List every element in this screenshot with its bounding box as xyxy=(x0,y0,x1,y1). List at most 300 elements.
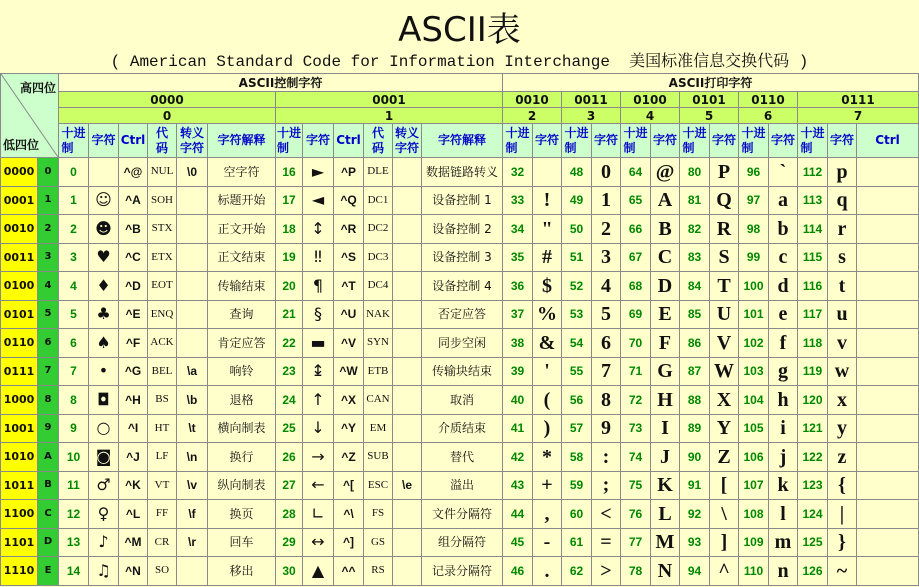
printable-decimal-cell: 85 xyxy=(680,301,709,329)
control-meaning-cell: 设备控制 2 xyxy=(422,215,502,243)
printable-ctrl-cell xyxy=(857,472,918,500)
printable-decimal-cell: 97 xyxy=(739,187,768,215)
control-escape-cell xyxy=(177,329,207,357)
printable-decimal-cell: 83 xyxy=(680,244,709,272)
control-escape-cell xyxy=(177,301,207,329)
control-code-cell: ETB xyxy=(364,358,392,386)
low-nibble-binary: 1000 xyxy=(1,386,37,414)
printable-decimal-cell: 90 xyxy=(680,443,709,471)
printable-decimal-cell: 55 xyxy=(562,358,591,386)
low-nibble-hex: 1 xyxy=(38,187,58,215)
control-escape-cell: \f xyxy=(177,500,207,528)
control-ctrl-cell: ^M xyxy=(119,529,147,557)
printable-char-cell: S xyxy=(710,244,738,272)
printable-char-cell: T xyxy=(710,272,738,300)
control-decimal-cell: 14 xyxy=(59,557,88,585)
control-char-cell: ☻ xyxy=(89,215,118,243)
control-meaning-cell: 正文开始 xyxy=(208,215,275,243)
control-char-cell: ♠ xyxy=(89,329,118,357)
control-char-cell: ∟ xyxy=(303,500,333,528)
control-ctrl-cell: ^U xyxy=(334,301,363,329)
printable-decimal-cell: 125 xyxy=(798,529,827,557)
control-code-cell: EM xyxy=(364,415,392,443)
control-meaning-cell: 回车 xyxy=(208,529,275,557)
control-meaning-cell: 查询 xyxy=(208,301,275,329)
control-decimal-cell: 10 xyxy=(59,443,88,471)
control-decimal-cell: 8 xyxy=(59,386,88,414)
control-ctrl-cell: ^@ xyxy=(119,158,147,186)
control-meaning-cell: 传输结束 xyxy=(208,272,275,300)
printable-char-cell: 1 xyxy=(592,187,620,215)
control-ctrl-cell: ^F xyxy=(119,329,147,357)
control-code-cell: BEL xyxy=(148,358,176,386)
col-header-decimal xyxy=(680,124,709,157)
control-char-cell: ▬ xyxy=(303,329,333,357)
printable-char-cell: @ xyxy=(651,158,679,186)
col-header-decimal-text: 十进制 xyxy=(800,125,825,155)
printable-decimal-cell: 53 xyxy=(562,301,591,329)
control-escape-cell xyxy=(393,272,421,300)
low-nibble-hex: 6 xyxy=(38,329,58,357)
control-char-cell: • xyxy=(89,358,118,386)
control-escape-cell xyxy=(393,415,421,443)
control-char-cell: ‼ xyxy=(303,244,333,272)
control-escape-cell: \0 xyxy=(177,158,207,186)
control-char-cell xyxy=(89,158,118,186)
control-decimal-cell: 21 xyxy=(276,301,302,329)
control-char-cell: ♥ xyxy=(89,244,118,272)
control-code-cell: FS xyxy=(364,500,392,528)
control-ctrl-cell: ^A xyxy=(119,187,147,215)
printable-decimal-cell: 126 xyxy=(798,557,827,585)
control-ctrl-cell: ^L xyxy=(119,500,147,528)
printable-char-cell: % xyxy=(533,301,561,329)
control-ctrl-cell: ^X xyxy=(334,386,363,414)
control-meaning-cell: 替代 xyxy=(422,443,502,471)
printable-ctrl-cell xyxy=(857,500,918,528)
control-escape-cell xyxy=(393,358,421,386)
control-ctrl-cell: ^K xyxy=(119,472,147,500)
printable-decimal-cell: 84 xyxy=(680,272,709,300)
printable-char-cell: V xyxy=(710,329,738,357)
low-nibble-hex: D xyxy=(38,529,58,557)
printable-decimal-cell: 36 xyxy=(503,272,532,300)
printable-char-cell: h xyxy=(769,386,797,414)
control-meaning-cell: 换行 xyxy=(208,443,275,471)
control-meaning-cell: 传输块结束 xyxy=(422,358,502,386)
printable-char-cell: G xyxy=(651,358,679,386)
printable-char-cell: } xyxy=(828,529,856,557)
control-char-cell: ○ xyxy=(89,415,118,443)
printable-decimal-cell: 57 xyxy=(562,415,591,443)
control-code-cell: VT xyxy=(148,472,176,500)
printable-char-cell: 4 xyxy=(592,272,620,300)
col-header-char: 字符 xyxy=(592,124,620,157)
col-header-code xyxy=(148,124,176,157)
low-nibble-hex: 7 xyxy=(38,358,58,386)
printable-char-cell: $ xyxy=(533,272,561,300)
printable-char-cell: ' xyxy=(533,358,561,386)
control-code-cell: EOT xyxy=(148,272,176,300)
printable-decimal-cell: 116 xyxy=(798,272,827,300)
printable-decimal-cell: 72 xyxy=(621,386,650,414)
printable-char-cell: n xyxy=(769,557,797,585)
control-char-cell: ♪ xyxy=(89,529,118,557)
low-nibble-binary: 1010 xyxy=(1,443,37,471)
printable-decimal-cell: 52 xyxy=(562,272,591,300)
col-header-decimal-text: 十进制 xyxy=(61,125,86,155)
printable-char-cell: + xyxy=(533,472,561,500)
control-ctrl-cell: ^P xyxy=(334,158,363,186)
printable-decimal-cell: 56 xyxy=(562,386,591,414)
high-nibble-hex: 0 xyxy=(59,108,275,123)
printable-decimal-cell: 59 xyxy=(562,472,591,500)
printable-char-cell: \ xyxy=(710,500,738,528)
printable-char-cell: < xyxy=(592,500,620,528)
control-code-cell: NUL xyxy=(148,158,176,186)
high-nibble-hex: 5 xyxy=(680,108,738,123)
printable-char-cell: Q xyxy=(710,187,738,215)
col-header-decimal xyxy=(562,124,591,157)
printable-char-cell: = xyxy=(592,529,620,557)
control-char-cell: ↔ xyxy=(303,529,333,557)
printable-char-cell: , xyxy=(533,500,561,528)
printable-char-cell: B xyxy=(651,215,679,243)
control-escape-cell xyxy=(393,386,421,414)
col-header-decimal-text: 十进制 xyxy=(564,125,589,155)
col-header-char: 字符 xyxy=(303,124,333,157)
control-char-cell: ► xyxy=(303,158,333,186)
low-nibble-hex: 4 xyxy=(38,272,58,300)
printable-decimal-cell: 61 xyxy=(562,529,591,557)
control-meaning-cell: 组分隔符 xyxy=(422,529,502,557)
printable-decimal-cell: 48 xyxy=(562,158,591,186)
high-nibble-hex: 2 xyxy=(503,108,561,123)
printable-char-cell: 3 xyxy=(592,244,620,272)
printable-char-cell: 5 xyxy=(592,301,620,329)
printable-char-cell: C xyxy=(651,244,679,272)
control-char-cell: ♦ xyxy=(89,272,118,300)
printable-decimal-cell: 75 xyxy=(621,472,650,500)
control-ctrl-cell: ^Z xyxy=(334,443,363,471)
control-code-cell: HT xyxy=(148,415,176,443)
printable-decimal-cell: 76 xyxy=(621,500,650,528)
control-decimal-cell: 19 xyxy=(276,244,302,272)
control-meaning-cell: 移出 xyxy=(208,557,275,585)
control-escape-cell xyxy=(393,215,421,243)
printable-char-cell: > xyxy=(592,557,620,585)
col-header-code-text: 代码 xyxy=(156,125,169,155)
control-char-cell: § xyxy=(303,301,333,329)
low-nibble-binary: 0011 xyxy=(1,244,37,272)
printable-decimal-cell: 69 xyxy=(621,301,650,329)
printable-decimal-cell: 99 xyxy=(739,244,768,272)
printable-char-cell: 9 xyxy=(592,415,620,443)
control-escape-cell xyxy=(393,329,421,357)
high-nibble-label: 高四位 xyxy=(19,81,56,95)
low-nibble-hex: 0 xyxy=(38,158,58,186)
printable-char-cell: d xyxy=(769,272,797,300)
low-nibble-hex: 5 xyxy=(38,301,58,329)
printable-decimal-cell: 98 xyxy=(739,215,768,243)
control-meaning-cell: 横向制表 xyxy=(208,415,275,443)
col-header-meaning: 字符解释 xyxy=(208,124,275,157)
high-nibble-hex: 3 xyxy=(562,108,620,123)
control-escape-cell xyxy=(393,301,421,329)
printable-decimal-cell: 121 xyxy=(798,415,827,443)
control-escape-cell xyxy=(393,529,421,557)
printable-decimal-cell: 65 xyxy=(621,187,650,215)
control-char-cell: ♂ xyxy=(89,472,118,500)
control-char-cell: ◙ xyxy=(89,443,118,471)
control-decimal-cell: 7 xyxy=(59,358,88,386)
control-char-cell: ♣ xyxy=(89,301,118,329)
control-char-cell: ▲ xyxy=(303,557,333,585)
printable-char-cell: x xyxy=(828,386,856,414)
control-code-cell: STX xyxy=(148,215,176,243)
printable-decimal-cell: 101 xyxy=(739,301,768,329)
low-nibble-binary: 0100 xyxy=(1,272,37,300)
printable-decimal-cell: 87 xyxy=(680,358,709,386)
high-nibble-hex: 7 xyxy=(798,108,918,123)
control-ctrl-cell: ^Y xyxy=(334,415,363,443)
printable-decimal-cell: 115 xyxy=(798,244,827,272)
control-ctrl-cell: ^D xyxy=(119,272,147,300)
control-decimal-cell: 11 xyxy=(59,472,88,500)
control-meaning-cell: 肯定应答 xyxy=(208,329,275,357)
control-decimal-cell: 6 xyxy=(59,329,88,357)
control-ctrl-cell: ^I xyxy=(119,415,147,443)
printable-char-cell: ] xyxy=(710,529,738,557)
control-decimal-cell: 9 xyxy=(59,415,88,443)
printable-char-cell: ~ xyxy=(828,557,856,585)
printable-decimal-cell: 110 xyxy=(739,557,768,585)
control-code-cell: ACK xyxy=(148,329,176,357)
control-meaning-cell: 纵向制表 xyxy=(208,472,275,500)
printable-decimal-cell: 39 xyxy=(503,358,532,386)
control-meaning-cell: 数据链路转义 xyxy=(422,158,502,186)
control-meaning-cell: 设备控制 3 xyxy=(422,244,502,272)
col-header-char: 字符 xyxy=(89,124,118,157)
col-header-escape-text: 转义字符 xyxy=(395,125,420,155)
high-nibble-binary: 0011 xyxy=(562,92,620,107)
printable-char-cell: u xyxy=(828,301,856,329)
control-code-cell: DC1 xyxy=(364,187,392,215)
control-escape-cell: \r xyxy=(177,529,207,557)
printable-decimal-cell: 114 xyxy=(798,215,827,243)
printable-char-cell: J xyxy=(651,443,679,471)
control-decimal-cell: 23 xyxy=(276,358,302,386)
control-ctrl-cell: ^Q xyxy=(334,187,363,215)
printable-decimal-cell: 44 xyxy=(503,500,532,528)
printable-char-cell: a xyxy=(769,187,797,215)
printable-decimal-cell: 32 xyxy=(503,158,532,186)
control-char-cell: ¶ xyxy=(303,272,333,300)
printable-ctrl-cell xyxy=(857,443,918,471)
printable-decimal-cell: 96 xyxy=(739,158,768,186)
high-nibble-hex: 1 xyxy=(276,108,502,123)
col-header-decimal-text: 十进制 xyxy=(682,125,707,155)
printable-char-cell: 8 xyxy=(592,386,620,414)
printable-char-cell: t xyxy=(828,272,856,300)
control-code-cell: ETX xyxy=(148,244,176,272)
control-code-cell: DC4 xyxy=(364,272,392,300)
printable-decimal-cell: 102 xyxy=(739,329,768,357)
control-escape-cell: \a xyxy=(177,358,207,386)
control-escape-cell: \b xyxy=(177,386,207,414)
control-ctrl-cell: ^W xyxy=(334,358,363,386)
printable-decimal-cell: 66 xyxy=(621,215,650,243)
printable-ctrl-cell xyxy=(857,272,918,300)
control-char-cell: ♫ xyxy=(89,557,118,585)
printable-decimal-cell: 120 xyxy=(798,386,827,414)
printable-decimal-cell: 94 xyxy=(680,557,709,585)
low-nibble-binary: 0110 xyxy=(1,329,37,357)
col-header-decimal xyxy=(739,124,768,157)
printable-char-cell: Z xyxy=(710,443,738,471)
printable-char-cell: l xyxy=(769,500,797,528)
control-ctrl-cell: ^T xyxy=(334,272,363,300)
control-decimal-cell: 2 xyxy=(59,215,88,243)
printable-char-cell: b xyxy=(769,215,797,243)
control-escape-cell xyxy=(177,244,207,272)
control-ctrl-cell: ^B xyxy=(119,215,147,243)
control-decimal-cell: 0 xyxy=(59,158,88,186)
control-decimal-cell: 3 xyxy=(59,244,88,272)
printable-char-cell: { xyxy=(828,472,856,500)
printable-decimal-cell: 106 xyxy=(739,443,768,471)
printable-ctrl-cell xyxy=(857,358,918,386)
control-escape-cell xyxy=(393,557,421,585)
printable-char-cell: P xyxy=(710,158,738,186)
control-decimal-cell: 28 xyxy=(276,500,302,528)
printable-char-cell: ! xyxy=(533,187,561,215)
high-nibble-binary: 0100 xyxy=(621,92,679,107)
printable-decimal-cell: 49 xyxy=(562,187,591,215)
col-header-code-text: 代码 xyxy=(372,125,385,155)
control-escape-cell xyxy=(393,443,421,471)
corner-cell xyxy=(1,74,58,157)
page-title: ASCII表 xyxy=(398,10,521,50)
control-escape-cell xyxy=(177,272,207,300)
printable-char-cell: D xyxy=(651,272,679,300)
printable-decimal-cell: 81 xyxy=(680,187,709,215)
col-header-ctrl: Ctrl xyxy=(857,124,918,157)
control-ctrl-cell: ^G xyxy=(119,358,147,386)
printable-decimal-cell: 105 xyxy=(739,415,768,443)
control-decimal-cell: 30 xyxy=(276,557,302,585)
low-nibble-binary: 0000 xyxy=(1,158,37,186)
printable-decimal-cell: 80 xyxy=(680,158,709,186)
printable-decimal-cell: 58 xyxy=(562,443,591,471)
control-decimal-cell: 27 xyxy=(276,472,302,500)
col-header-decimal xyxy=(621,124,650,157)
printable-char-cell: g xyxy=(769,358,797,386)
printable-char-cell: M xyxy=(651,529,679,557)
printable-decimal-cell: 100 xyxy=(739,272,768,300)
printable-char-cell: * xyxy=(533,443,561,471)
printable-decimal-cell: 67 xyxy=(621,244,650,272)
printable-decimal-cell: 54 xyxy=(562,329,591,357)
control-meaning-cell: 介质结束 xyxy=(422,415,502,443)
printable-char-cell: 2 xyxy=(592,215,620,243)
high-nibble-binary: 0010 xyxy=(503,92,561,107)
control-code-cell: BS xyxy=(148,386,176,414)
control-ctrl-cell: ^R xyxy=(334,215,363,243)
control-ctrl-cell: ^N xyxy=(119,557,147,585)
printable-char-cell: m xyxy=(769,529,797,557)
printable-ctrl-cell xyxy=(857,215,918,243)
low-nibble-binary: 1110 xyxy=(1,557,37,585)
printable-char-cell: N xyxy=(651,557,679,585)
printable-decimal-cell: 35 xyxy=(503,244,532,272)
control-char-cell: ↨ xyxy=(303,358,333,386)
control-decimal-cell: 16 xyxy=(276,158,302,186)
printable-decimal-cell: 91 xyxy=(680,472,709,500)
low-nibble-binary: 1101 xyxy=(1,529,37,557)
control-meaning-cell: 标题开始 xyxy=(208,187,275,215)
control-decimal-cell: 18 xyxy=(276,215,302,243)
printable-char-cell: U xyxy=(710,301,738,329)
printable-char-cell: ; xyxy=(592,472,620,500)
col-header-meaning: 字符解释 xyxy=(422,124,502,157)
low-nibble-hex: E xyxy=(38,557,58,585)
control-escape-cell: \n xyxy=(177,443,207,471)
control-decimal-cell: 25 xyxy=(276,415,302,443)
printable-ctrl-cell xyxy=(857,244,918,272)
low-nibble-hex: C xyxy=(38,500,58,528)
printable-char-cell: W xyxy=(710,358,738,386)
control-code-cell: CR xyxy=(148,529,176,557)
printable-char-cell: ( xyxy=(533,386,561,414)
printable-decimal-cell: 45 xyxy=(503,529,532,557)
printable-char-cell: . xyxy=(533,557,561,585)
high-nibble-binary: 0111 xyxy=(798,92,918,107)
printable-decimal-cell: 37 xyxy=(503,301,532,329)
printable-char-cell: Y xyxy=(710,415,738,443)
control-meaning-cell: 设备控制 1 xyxy=(422,187,502,215)
printable-char-cell: - xyxy=(533,529,561,557)
control-char-cell: ◘ xyxy=(89,386,118,414)
control-decimal-cell: 13 xyxy=(59,529,88,557)
printable-decimal-cell: 50 xyxy=(562,215,591,243)
printable-char-cell: k xyxy=(769,472,797,500)
printable-char-cell: y xyxy=(828,415,856,443)
control-ctrl-cell: ^H xyxy=(119,386,147,414)
printable-decimal-cell: 82 xyxy=(680,215,709,243)
col-header-escape-text: 转义字符 xyxy=(180,125,205,155)
control-meaning-cell: 响铃 xyxy=(208,358,275,386)
control-escape-cell: \t xyxy=(177,415,207,443)
low-nibble-binary: 0010 xyxy=(1,215,37,243)
control-meaning-cell: 溢出 xyxy=(422,472,502,500)
printable-ctrl-cell xyxy=(857,557,918,585)
printable-decimal-cell: 46 xyxy=(503,557,532,585)
control-code-cell: SO xyxy=(148,557,176,585)
printable-decimal-cell: 51 xyxy=(562,244,591,272)
printable-decimal-cell: 42 xyxy=(503,443,532,471)
low-nibble-binary: 0111 xyxy=(1,358,37,386)
printable-ctrl-cell xyxy=(857,158,918,186)
low-nibble-binary: 1001 xyxy=(1,415,37,443)
control-ctrl-cell: ^J xyxy=(119,443,147,471)
control-code-cell: DC3 xyxy=(364,244,392,272)
printable-decimal-cell: 103 xyxy=(739,358,768,386)
printable-char-cell: q xyxy=(828,187,856,215)
control-code-cell: FF xyxy=(148,500,176,528)
printable-decimal-cell: 88 xyxy=(680,386,709,414)
control-escape-cell xyxy=(177,557,207,585)
